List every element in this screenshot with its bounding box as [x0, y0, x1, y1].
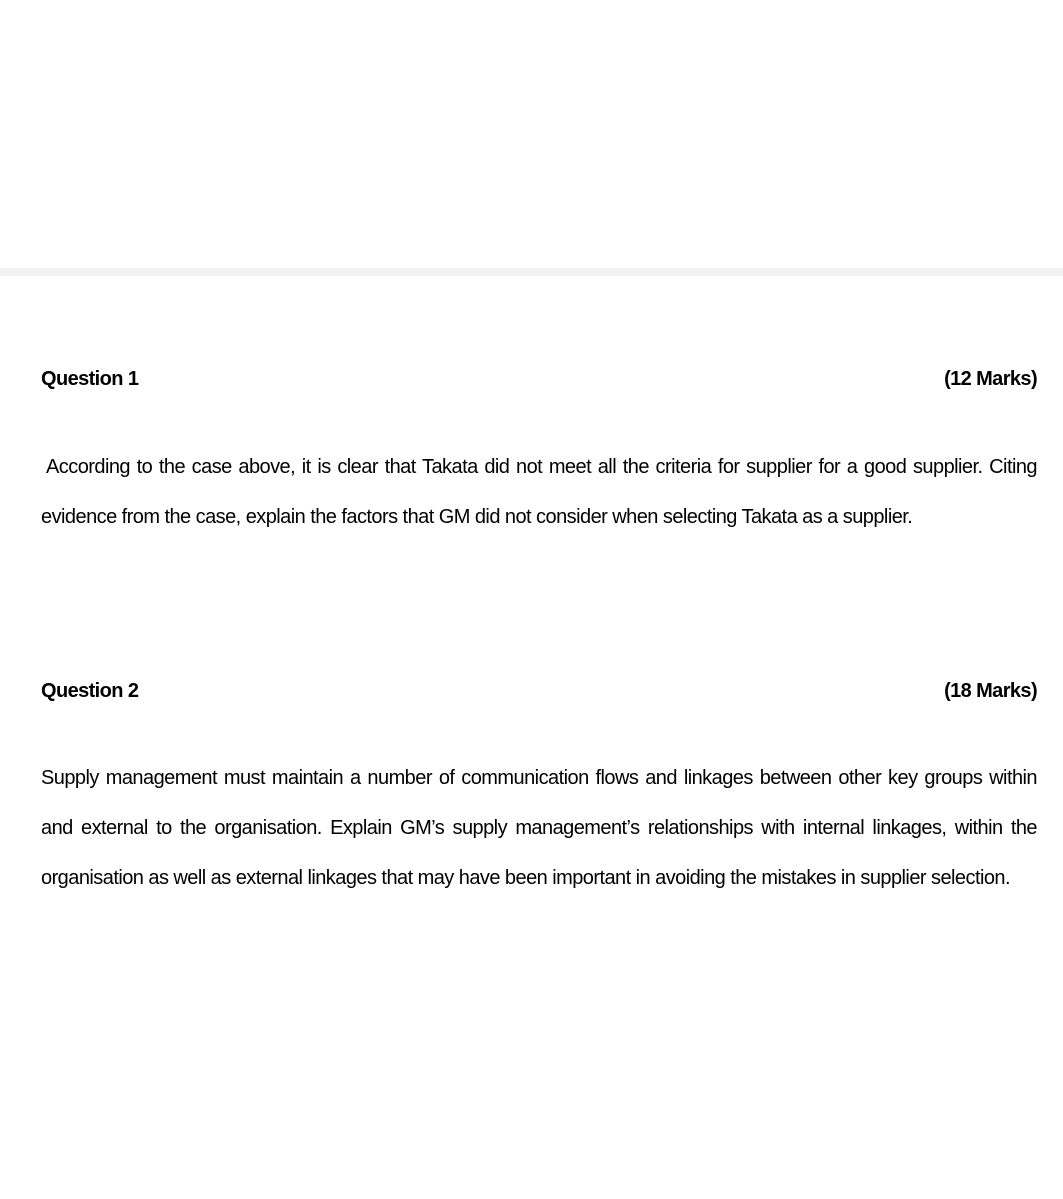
page-divider — [0, 268, 1063, 276]
question-2-title: Question 2 — [41, 680, 139, 702]
question-1-text: According to the case above, it is clear that Takata did not meet all the criteria for supplier for a good supplier. Citing evidence from the case, explain the factors that GM did not consider when selecting Takata as a supplier. — [41, 456, 1037, 528]
question-1-title: Question 1 — [41, 368, 139, 390]
question-1-marks: (12 Marks) — [944, 368, 1037, 390]
question-1-text-block — [41, 442, 1037, 542]
question-2-text-block — [41, 753, 1037, 903]
question-2-text: Supply management must maintain a number of communication flows and linkages between other key groups within and external to the organisation. Explain GM’s supply management’s relationships with internal linkages, within the organisation as well as external linkages that may have been important in avoiding the mistakes in supplier selection. — [41, 767, 1037, 889]
question-2-header — [41, 679, 1037, 703]
question-2-marks: (18 Marks) — [944, 680, 1037, 702]
question-1-header — [41, 367, 1037, 391]
